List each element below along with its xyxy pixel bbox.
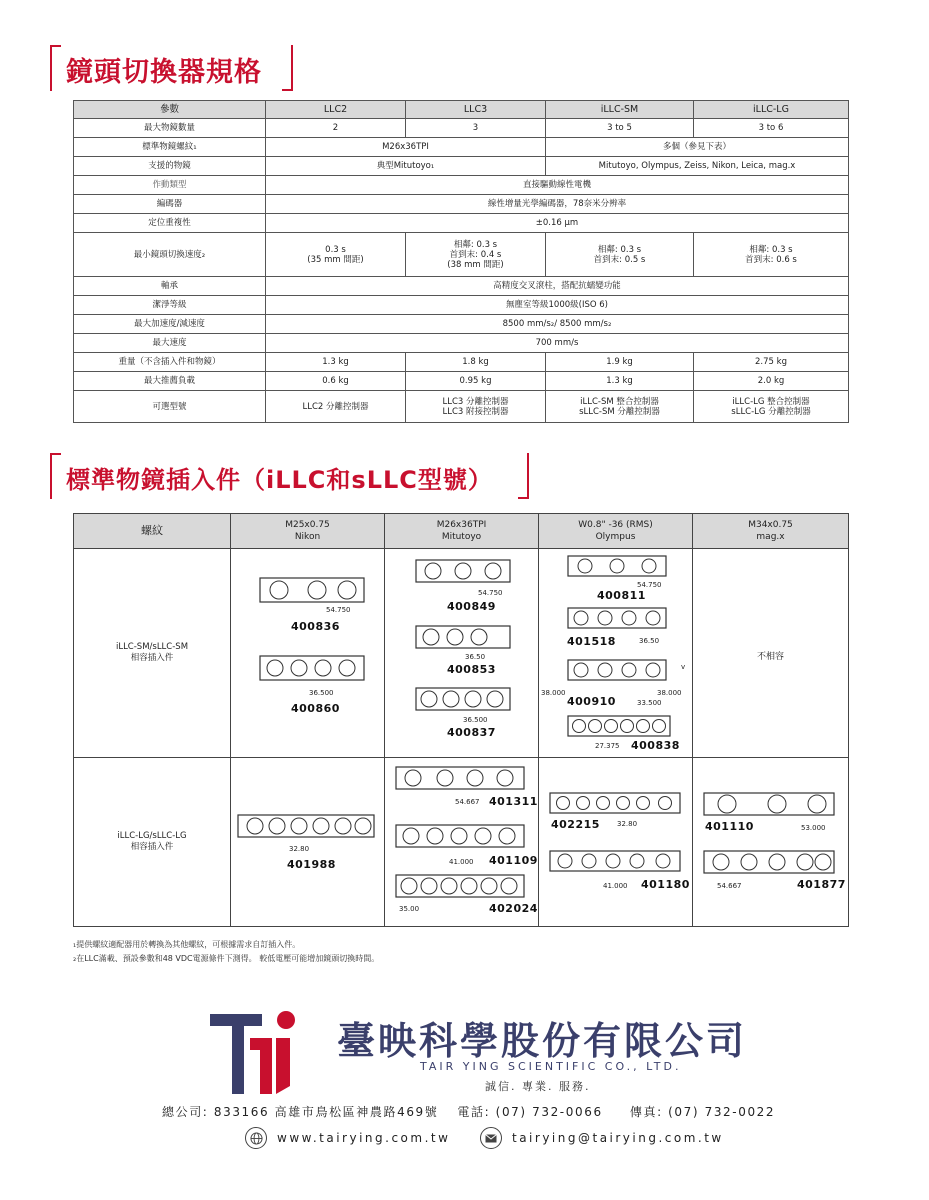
cell-mitutoyo-sm — [385, 549, 539, 758]
spec-value: 多個（參見下表） — [546, 138, 849, 157]
spec-value: 線性增量光學編碼器，78奈米分辨率 — [266, 195, 849, 214]
insert-drawing — [567, 659, 667, 683]
spec-line: sLLC-LG 分離控制器 — [731, 406, 811, 417]
spec-value: 3 to 6 — [694, 119, 849, 138]
spec-value: 3 — [406, 119, 546, 138]
dimension-label: 32.80 — [289, 845, 310, 853]
dimension-label: 54.667 — [455, 798, 480, 806]
col-line: Mitutoyo — [441, 532, 482, 542]
spec-label: 潔淨等級 — [74, 296, 266, 315]
part-number: 400860 — [291, 702, 340, 715]
spec-label: 標準物鏡螺紋₁ — [74, 138, 266, 157]
part-number: 401110 — [705, 820, 754, 833]
insert-drawing — [567, 715, 671, 739]
insert-drawing — [395, 766, 525, 792]
specs-header-llc2: LLC2 — [266, 101, 406, 119]
col-line: M25x0.75 — [285, 520, 330, 530]
part-number: 401311 — [489, 795, 538, 808]
row-label-line: iLLC-LG/sLLC-LG — [117, 831, 187, 841]
globe-icon — [245, 1127, 267, 1149]
spec-value: 2 — [266, 119, 406, 138]
spec-label: 編碼器 — [74, 195, 266, 214]
part-number: 401877 — [797, 878, 846, 891]
insert-drawing — [259, 577, 365, 607]
mail-icon — [480, 1127, 502, 1149]
spec-value: 8500 mm/s₂/ 8500 mm/s₂ — [266, 315, 849, 334]
spec-value: M26x36TPI — [266, 138, 546, 157]
spec-label: 作動類型 — [74, 176, 266, 195]
spec-value: 典型Mitutoyo₁ — [266, 157, 546, 176]
row-label-line: 相容插入件 — [130, 653, 174, 663]
cell-nikon-lg — [231, 758, 385, 927]
col-line: mag.x — [756, 532, 785, 542]
spec-value — [546, 233, 694, 277]
specs-header-param: 參數 — [74, 101, 266, 119]
footnote: ₁提供螺紋適配器用於轉換為其他螺紋，可根據需求自訂插入件。 — [73, 940, 301, 949]
title-bracket-left — [50, 45, 61, 91]
spec-line: sLLC-SM 分離控制器 — [579, 406, 660, 417]
spec-value — [694, 233, 849, 277]
website-contact[interactable] — [245, 1127, 450, 1149]
row-label-sm — [74, 549, 231, 758]
row-label-line: iLLC-SM/sLLC-SM — [115, 642, 189, 652]
part-number: 400837 — [447, 726, 496, 739]
dimension-label: 36.50 — [465, 653, 486, 661]
specs-header-sm: iLLC-SM — [546, 101, 694, 119]
part-number: 401109 — [489, 854, 538, 867]
spec-line: 首到末: 0.4 s — [449, 249, 502, 260]
part-number: 402024 — [489, 902, 538, 915]
spec-line: 相鄰: 0.3 s — [597, 244, 642, 255]
spec-label: 最大推薦負載 — [74, 372, 266, 391]
title-bracket-left — [50, 453, 61, 499]
spec-line: (35 mm 間距) — [307, 254, 364, 265]
insert-drawing — [395, 874, 525, 900]
spec-value — [406, 391, 546, 423]
inserts-table — [73, 513, 849, 927]
insert-drawing — [415, 687, 511, 715]
part-number: 400836 — [291, 620, 340, 633]
spec-label: 最大速度 — [74, 334, 266, 353]
part-number: 400811 — [597, 589, 646, 602]
spec-value: 高精度交叉滾柱，搭配抗蠕變功能 — [266, 277, 849, 296]
insert-drawing — [259, 655, 365, 685]
email-link[interactable]: tairying@tairying.com.tw — [512, 1131, 724, 1145]
dimension-label: 33.500 — [637, 699, 662, 707]
dimension-label: 53.000 — [801, 824, 826, 832]
title-bracket-right — [282, 45, 293, 91]
dimension-label: 32.80 — [617, 820, 638, 828]
specs-table — [73, 100, 849, 423]
cell-magx-lg — [693, 758, 849, 927]
spec-value: 700 mm/s — [266, 334, 849, 353]
insert-drawing — [237, 814, 375, 840]
dimension-label: 36.500 — [309, 689, 334, 697]
inserts-header-col — [231, 514, 385, 549]
spec-value: 1.3 kg — [546, 372, 694, 391]
cell-nikon-sm — [231, 549, 385, 758]
part-number: 400853 — [447, 663, 496, 676]
footnotes — [73, 938, 379, 966]
dimension-label: 38.000 — [657, 689, 682, 697]
specs-header-llc3: LLC3 — [406, 101, 546, 119]
insert-drawing — [567, 555, 667, 579]
spec-value: 無塵室等級1000級(ISO 6) — [266, 296, 849, 315]
col-line: Olympus — [595, 532, 636, 542]
inserts-header-thread: 螺紋 — [74, 514, 231, 549]
section-title-specs: 鏡頭切換器規格 — [66, 57, 262, 88]
spec-label: 支援的物鏡 — [74, 157, 266, 176]
spec-value — [694, 391, 849, 423]
title-bracket-right — [518, 453, 529, 499]
spec-line: LLC3 附接控制器 — [442, 406, 509, 417]
spec-label: 可選型號 — [74, 391, 266, 423]
insert-drawing — [549, 792, 681, 816]
dimension-label: 54.750 — [478, 589, 503, 597]
col-line: W0.8" -36 (RMS) — [578, 520, 653, 530]
spec-label: 重量（不含插入件和物鏡） — [74, 353, 266, 372]
spec-value — [266, 233, 406, 277]
spec-value — [406, 233, 546, 277]
spec-value: 2.75 kg — [694, 353, 849, 372]
dimension-label: 41.000 — [603, 882, 628, 890]
spec-label: 最大物鏡數量 — [74, 119, 266, 138]
email-contact[interactable] — [480, 1127, 724, 1149]
spec-label: 定位重複性 — [74, 214, 266, 233]
spec-line: 首到末: 0.5 s — [593, 254, 646, 265]
website-link[interactable]: www.tairying.com.tw — [277, 1131, 451, 1145]
inserts-header-col — [693, 514, 849, 549]
company-name-en: TAIR YING SCIENTIFIC CO., LTD. — [420, 1060, 682, 1073]
dimension-label: 54.750 — [326, 606, 351, 614]
spec-line: LLC2 分離控制器 — [302, 401, 369, 412]
insert-drawing — [415, 559, 511, 587]
insert-drawing — [703, 792, 835, 818]
spec-label: 軸承 — [74, 277, 266, 296]
specs-header-lg: iLLC-LG — [694, 101, 849, 119]
company-name-zh: 臺映科學股份有限公司 — [337, 1019, 748, 1063]
spec-value — [546, 391, 694, 423]
footnote: ₂在LLC滿載、預設參數和48 VDC電源條件下測得。 較低電壓可能增加鏡頭切換時間。 — [73, 954, 380, 963]
incompatible-label: 不相容 — [756, 652, 784, 662]
dimension-label: 38.000 — [541, 689, 566, 697]
cell-olympus-sm — [539, 549, 693, 758]
part-number: 400838 — [631, 739, 680, 752]
spec-line: 0.3 s — [325, 244, 346, 255]
spec-value: 直接驅動線性電機 — [266, 176, 849, 195]
part-number: 400849 — [447, 600, 496, 613]
spec-label: 最大加速度/減速度 — [74, 315, 266, 334]
dimension-label: 54.750 — [637, 581, 662, 589]
spec-value: Mitutoyo, Olympus, Zeiss, Nikon, Leica, mag.x — [546, 157, 849, 176]
section-title-inserts: 標準物鏡插入件（iLLC和sLLC型號） — [66, 466, 493, 494]
insert-drawing — [703, 850, 835, 876]
spec-line: 相鄰: 0.3 s — [453, 239, 498, 250]
part-number: 401988 — [287, 858, 336, 871]
part-number: 401180 — [641, 878, 690, 891]
spec-line: 相鄰: 0.3 s — [749, 244, 793, 255]
company-logo — [210, 1008, 300, 1096]
company-motto: 誠信. 專業. 服務. — [485, 1080, 591, 1093]
insert-drawing — [415, 625, 511, 653]
company-address: 總公司: 833166 高雄市鳥松區神農路469號 電話: (07) 732-0066 傳真: (07) 732-0022 — [162, 1105, 776, 1119]
insert-drawing — [395, 824, 525, 850]
spec-value: 0.6 kg — [266, 372, 406, 391]
cell-mitutoyo-lg — [385, 758, 539, 927]
col-line: Nikon — [294, 532, 321, 542]
cell-magx-sm — [693, 549, 849, 758]
v-mark: v — [681, 663, 686, 671]
spec-line: (38 mm 間距) — [447, 259, 504, 270]
col-line: M34x0.75 — [748, 520, 793, 530]
inserts-header-col — [385, 514, 539, 549]
part-number: 400910 — [567, 695, 616, 708]
spec-value: 2.0 kg — [694, 372, 849, 391]
spec-line: LLC3 分離控制器 — [442, 396, 509, 407]
spec-value: ±0.16 µm — [266, 214, 849, 233]
dimension-label: 36.50 — [639, 637, 660, 645]
row-label-lg — [74, 758, 231, 927]
part-number: 401518 — [567, 635, 616, 648]
spec-label: 最小鏡頭切換速度₂ — [74, 233, 266, 277]
spec-value: 1.9 kg — [546, 353, 694, 372]
dimension-label: 36.500 — [463, 716, 488, 724]
spec-value: 1.3 kg — [266, 353, 406, 372]
cell-olympus-lg — [539, 758, 693, 927]
spec-line: 首到末: 0.6 s — [745, 254, 797, 265]
insert-drawing — [549, 850, 681, 874]
spec-line: iLLC-SM 整合控制器 — [580, 396, 659, 407]
spec-value: 3 to 5 — [546, 119, 694, 138]
spec-value — [266, 391, 406, 423]
dimension-label: 27.375 — [595, 742, 620, 750]
spec-value: 0.95 kg — [406, 372, 546, 391]
inserts-header-col — [539, 514, 693, 549]
col-line: M26x36TPI — [436, 520, 487, 530]
spec-value: 1.8 kg — [406, 353, 546, 372]
part-number: 402215 — [551, 818, 600, 831]
spec-line: iLLC-LG 整合控制器 — [732, 396, 810, 407]
dimension-label: 35.00 — [399, 905, 420, 913]
dimension-label: 54.667 — [717, 882, 742, 890]
row-label-line: 相容插入件 — [130, 842, 174, 852]
insert-drawing — [567, 607, 667, 631]
dimension-label: 41.000 — [449, 858, 474, 866]
